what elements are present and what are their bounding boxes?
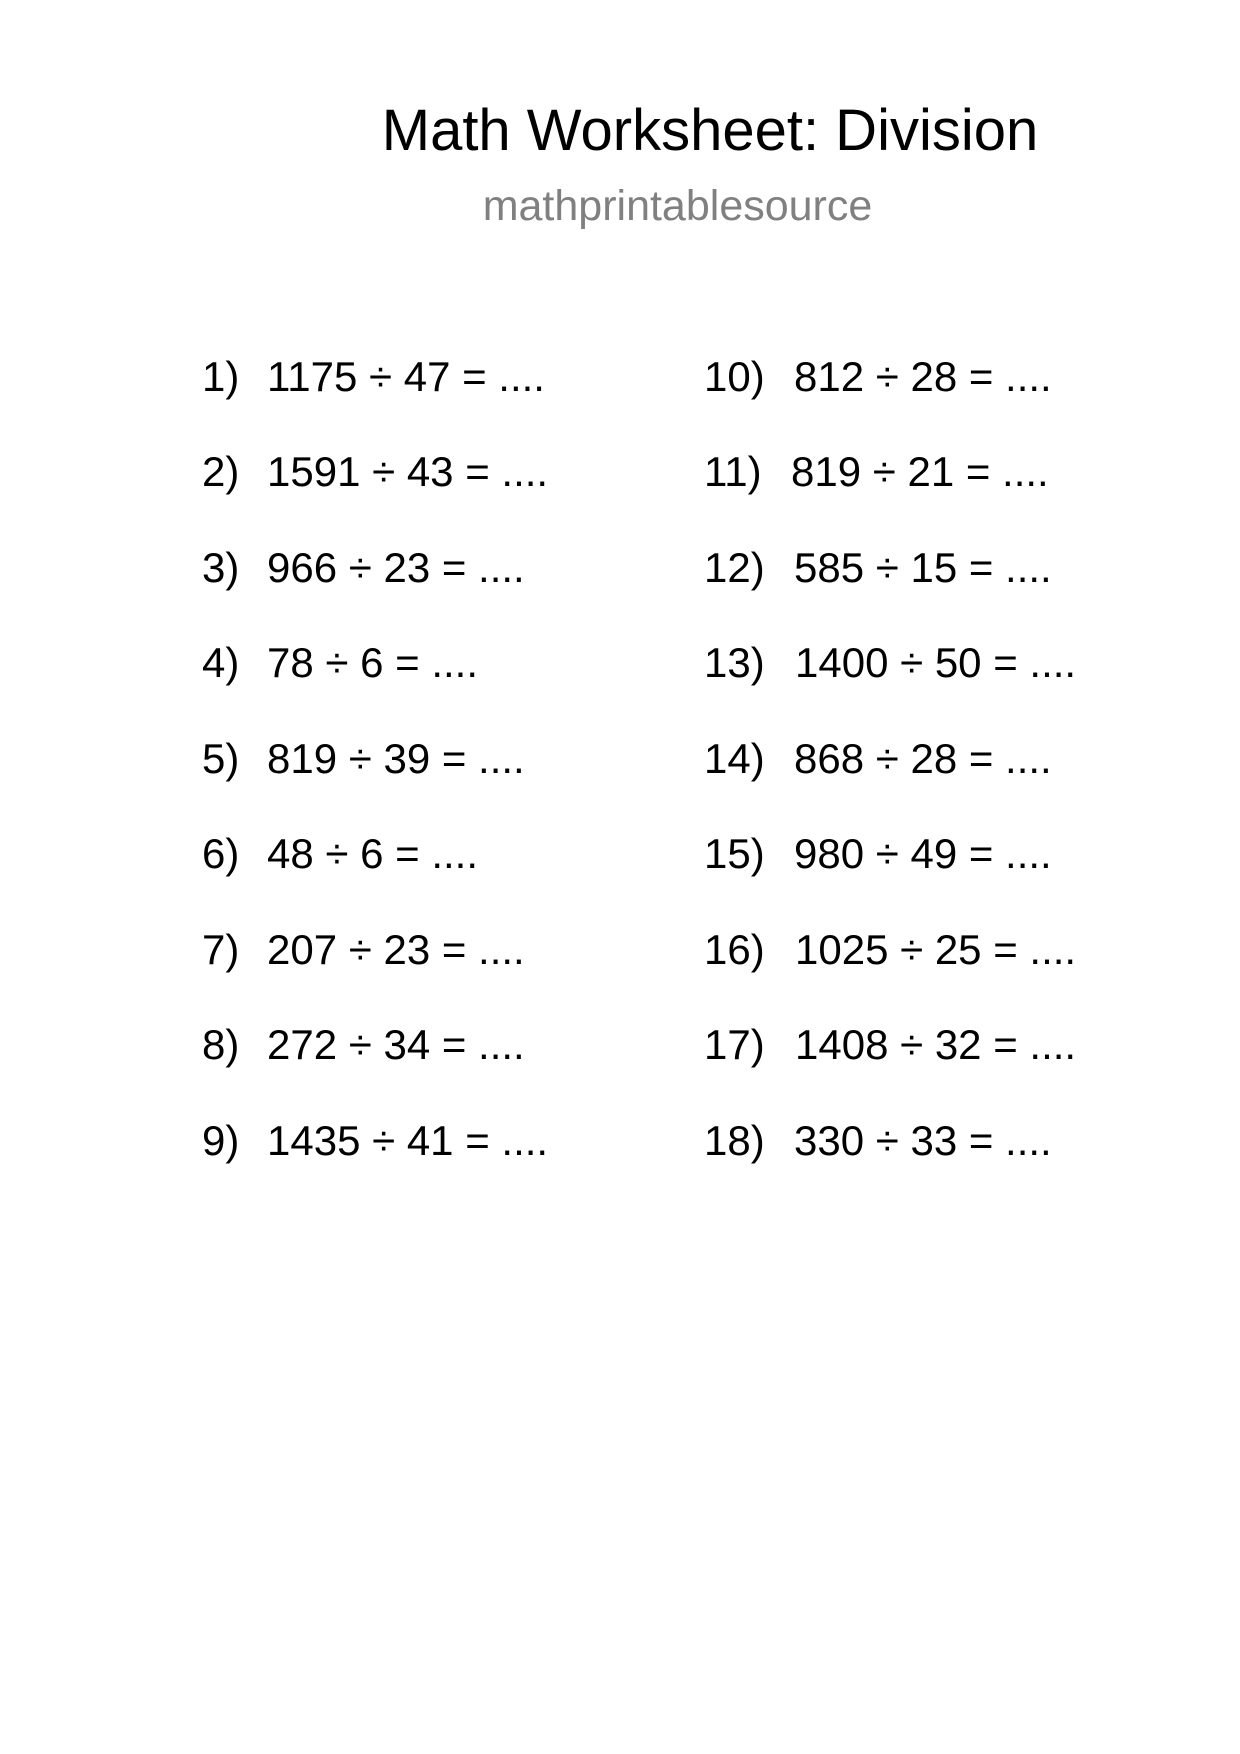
problem-expression: 48 ÷ 6 = .... — [267, 830, 479, 877]
problem-number: 15) — [704, 830, 765, 877]
problem-item — [202, 447, 622, 497]
problem-item — [202, 925, 622, 975]
problem-item — [704, 734, 1144, 784]
problem-item — [704, 447, 1144, 497]
worksheet-source: mathprintablesource — [482, 182, 873, 230]
problem-number: 14) — [704, 735, 765, 782]
problem-number: 6) — [202, 830, 240, 877]
problem-item — [704, 925, 1144, 975]
problem-item — [202, 829, 622, 879]
problem-item — [202, 352, 622, 402]
problem-number: 12) — [704, 544, 765, 591]
problem-number: 3) — [202, 544, 240, 591]
problem-expression: 812 ÷ 28 = .... — [794, 353, 1052, 400]
problem-number: 4) — [202, 639, 240, 686]
problem-number: 10) — [704, 353, 765, 400]
problem-expression: 207 ÷ 23 = .... — [267, 926, 525, 973]
problem-number: 16) — [704, 926, 765, 973]
problem-number: 17) — [704, 1021, 765, 1068]
problem-expression: 330 ÷ 33 = .... — [794, 1117, 1052, 1164]
problem-item — [704, 543, 1144, 593]
problem-item — [202, 734, 622, 784]
problem-expression: 78 ÷ 6 = .... — [267, 639, 479, 686]
problem-item — [202, 1116, 622, 1166]
problem-number: 8) — [202, 1021, 240, 1068]
problem-number: 5) — [202, 735, 240, 782]
problem-item — [704, 352, 1144, 402]
problem-expression: 966 ÷ 23 = .... — [267, 544, 525, 591]
problem-item — [202, 543, 622, 593]
problem-expression: 1408 ÷ 32 = .... — [795, 1021, 1077, 1068]
problem-expression: 980 ÷ 49 = .... — [794, 830, 1052, 877]
problem-expression: 1025 ÷ 25 = .... — [795, 926, 1077, 973]
problem-item — [704, 638, 1144, 688]
problem-item — [202, 638, 622, 688]
problem-expression: 1175 ÷ 47 = .... — [267, 353, 545, 400]
problem-item — [704, 1116, 1144, 1166]
problem-expression: 868 ÷ 28 = .... — [794, 735, 1052, 782]
problem-expression: 272 ÷ 34 = .... — [267, 1021, 525, 1068]
problem-expression: 819 ÷ 21 = .... — [791, 448, 1049, 495]
problem-number: 13) — [704, 639, 765, 686]
problem-expression: 1591 ÷ 43 = .... — [267, 448, 549, 495]
worksheet-title: Math Worksheet: Division — [381, 98, 1039, 163]
problem-item — [704, 1020, 1144, 1070]
problem-expression: 819 ÷ 39 = .... — [267, 735, 525, 782]
problem-number: 18) — [704, 1117, 765, 1164]
problem-expression: 1400 ÷ 50 = .... — [795, 639, 1077, 686]
problem-item — [202, 1020, 622, 1070]
problem-number: 7) — [202, 926, 240, 973]
problem-number: 1) — [202, 353, 240, 400]
problem-number: 2) — [202, 448, 240, 495]
problem-number: 9) — [202, 1117, 240, 1164]
problem-expression: 585 ÷ 15 = .... — [794, 544, 1052, 591]
problem-item — [704, 829, 1144, 879]
problem-number: 11) — [704, 448, 762, 495]
problem-expression: 1435 ÷ 41 = .... — [267, 1117, 549, 1164]
